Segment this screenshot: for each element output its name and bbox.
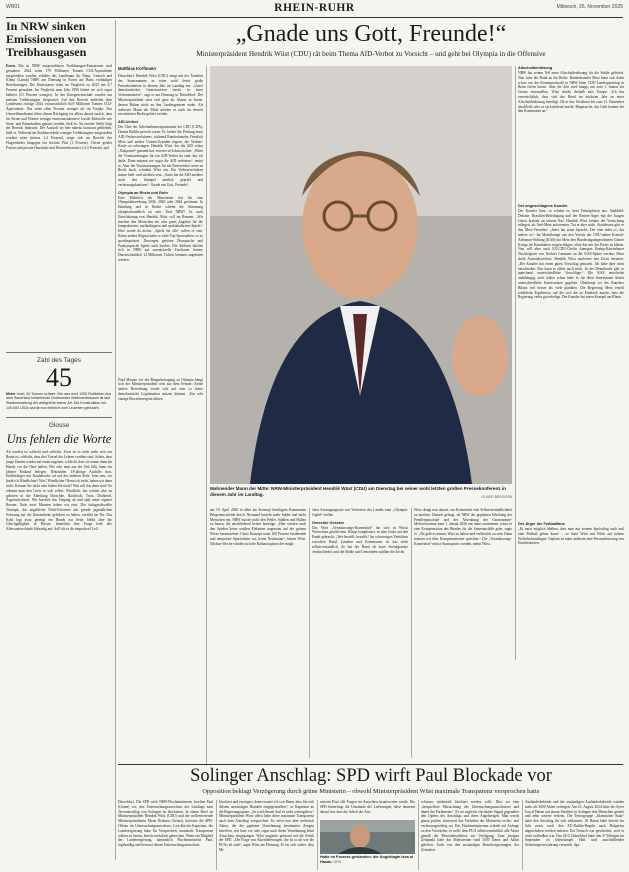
glosse-title: Uns fehlen die Worte [6, 432, 112, 447]
glosse-body: Alt werden ist schlecht und schlecht. Zwar ist es nicht mehr weit zur Rente ist, schlecht, dass drei Viertel des Lebens vorüber sind. Schön, dass junge Damen wieder auf einen zugehen, schlecht, dass sie einem dann ihr Handy vor die Nase halten. Wie sehr man aus der Zeit fällt, kann ein kleiner Einkauf belegen. Dekoladen. 18-jährige Aushilfe dort, Endfünfziger mit Kaufabsicht ruf auf der anderen Seite. Jetzt neu, wo finde ich Windlichter? Was? Windlichter! Kenn ich nicht, haben wir dann nicht. Kennen Sie nicht oder haben Sie nicht? Was soll das denn sein? So erkennt man den Greis in sich selbst: Windlicht, das scheint also zu gehören in die Abteilung Droschke, Backfisch, Trotz, Drahtesel, Augenwischerei. Wir brechen das Vergang ab und sind unser eigener Berater. Nach zwei Minuten haben wir eins. Der stolzgeschwellte Triumph, das angebliche Nicht-Existente mit gerade jugendlichen Schwung auf die Kassentheke gehoben zu haben, verebbt im Nu: Das Kind legt zwar geneigt ein Handy zur Seite, bleibt aber die Gleichgültigkeit in Person. Immerhin ihre Frage hebt alle Altersunterschiede blitzartig auf: Soll ich es dir einpacken? LeG [6, 450, 112, 532]
page-number: WR01 [6, 4, 20, 10]
zahl-text: Meter hoch, 40 Tonnen schwer: Der aus rund 1200 Rotfichten aus dem Sauerland bestehende Dortmunder Weihnachtsbaum ist laut Stadtverwaltung der weltgrößte seiner Art. Die Konstruktion mit 140.000 LEDs wurde nun feierlich zum Leuchten gebracht. [6, 391, 112, 410]
right-text-1: NRW hat seinen Teil einer Altschuldenlösung für die Städte geliefert. Nun wäre der Bund an der Reihe. Bundeskanzler Merz hatte sich dafür schon vor der Kommunalwahl in NRW beim CDU-Landesparteitag in Bonn feiern lassen. Aber die Zeit wird knapp, um zum 1. Januar ein Gesetz einzustellen. Wüst drückt deshalb aufs Tempo: „Ich bin zuversichtlich, dass sich der Bund im nächsten Jahr an einer Altschuldenlösung beteiligt. Ob er das Verfahren bis zum 31. Dezember abschließt oder es rückwirkend macht: Hauptsache, das Geld kommt bei den Kommunen an.“ [518, 71, 624, 114]
main-col1c-text: Eine Mehrheit der Münchener hat für eine Olympiabewerbung 2036, 2040 oder 2044 gestimmt. In Hamburg und in Berlin scheint die Stimmung olympiafreundlich zu sein. Und NRW? Ist nach Einschätzung von Hendrik Wüst voll im Rennen: „Wir machen den Menschen ein sehr gutes Angebot für die kompaktesten, nachhaltigsten und spektakulärsten Spiele.“ Elite werde da nichts. „Spiele für alle“ sollen es sein. Keine andere Region habe so viele Top-Sportstätten, so so sportbegeistert. Deswegen gehören Olympische und Paralympische Spiele auch hierher. Die Athleten dürften sich in NRW auf sensationelle Zuschauer freuen: Durchschnittlich 14 Millionen Tickets könnten angeboten werden. [118, 195, 203, 262]
bottom-col3 [320, 800, 415, 864]
left-column [6, 20, 112, 762]
main-col5-text: Wüst dringt nun darauf, aus Konnexität eine Selbstverständlichkeit zu machen. Danach gefragt, ob NRW der geplanten Erhöhung der Pendlerpauschale und der Absenkung der Gastronomie-Mehrwertsteuer zum 1. Januar 2026 nur dann zustimmen, wenn es eine Kompensation des Bundes für die Steuerausfälle gebe, sagte er: „Da geht es darum, Wort zu halten und verlässlich zu sein. Dann müssen wir über Kompensationen sprechen.“ Die „Veranlassungs-Konnexität“ müsse Staatspraxis werden, meint Wüst. [414, 508, 512, 546]
right-column [518, 66, 624, 589]
bottom-headline: Solinger Anschlag: SPD wirft Paul Blockade vor [190, 766, 552, 786]
bottom-col1: Düsseldorf. Die SPD wirft NRW-Fluchtministerin Josefine Paul (Grüne) vor, den Untersuchungsausschuss des Landtags zum Terroranschlag von Solingen zu blockieren. In einem Brief an Ministerpräsident Hendrik Wüst (CDU) und die stellvertretende Ministerpräsidentin Mona Neubaur (Grüne), kritisiert die SPD-Obfrau im Untersuchungsausschuss, Lisa-Kristin Kapteinat, die Landesregierung habe Ihr Versprechen, maximale Transparenz walten zu lassen, bereits mehrfach gebrochen. Wenn ein Mitglied der Landesregierung, namentlich Fluchtministerin Paul, regelmäßig und bewusst diesen Untersuchungsausschuss [118, 800, 213, 848]
subhead-fussball: Der Ärger der Fußballfans [518, 522, 565, 526]
date: Mittwoch, 26. November 2025 [556, 4, 623, 10]
main-photo-caption-box [210, 486, 512, 498]
person-photo-illustration [210, 66, 512, 484]
bottom-col5: Ausländerbehörde und der zuständigen Ausländerbehörde würden mehr als 3000 Akten vorliegen. Am 23. August 2024 hatte der Syrer Issa al Hasan auf einem Stadtfest in Solingen drei Menschen getötet und zehn weitere verletzt. Die Terrorgruppe „Islamischer Staat“ hatte den Anschlag für sich reklamiert. Al Hasan hätte bereits ein Jahr zuvor nach den EU-Dublin-Regeln nach Bulgarien abgeschoben werden müssen. Ein Versuch war gescheitert, weil er nicht auffindbar war. Das OLG Düsseldorf hatte den 27-Jährigen im September zu lebenslanger Haft und anschließender Sicherungsverwahrung verurteilt. dpa [525, 800, 624, 848]
defendant-photo-illustration [320, 820, 415, 854]
bottom-col3-text: nisterin Paul alle Fragen im Ausschuss beantworten werde. Die SPD hinterfragt die Umstände der Lieferungen, diese deuteten darauf hin, dass die Arbeit des Aus- [320, 800, 415, 814]
main-col4 [312, 508, 408, 596]
left-story-body: Essen. Die in NRW ausgestoßenen Treibhausgas-Emissionen sind gesunken. 2024 seien 179 Millionen Tonnen CO2-Äquivalente ausgestoßen worden, erklärte das Landesamt für Natur, Umwelt und Klima (Lanuk) NRW am Dienstag in Essen auf Basis vorläufiger Berechnungen. Die Emissionen seien im Vergleich zu 2023 um 4,7 Prozent gesunken. Im Vergleich zum Jahr 1990 hätten sie sich sogar halbiert (51 Prozent weniger). In der Energiewirtschaft wurden am meisten Treibhausgase freigesetzt: Auf den Bereich entfielen dem Landesamt zufolge 2024 voraussichtlich 64,9 Millionen Tonnen CO2-Äquivalente. Das seien zehn Prozent weniger als im Vorjahr. Das Umweltbundesamt führe diesen Rückgang vor allem darauf zurück, dass für Strom und Wärme weniger emissionsintensive fossile Rohstoffe wie Stein- und Braunkohlen genutzt werden, hieß es. An zweiter Stelle folgt der Bereich Industrie. Der Ausstoß sei hier nahezu konstant geblieben, hieß es. Während im Straßenverkehr weniger Treibhausgase ausgestoßen worden seien (minus 1,4 Prozent), zeige sich im Bereich des Flugverkehrs hingegen ein leichtes Plus (1 Prozent). Vierter größer Posten sind private Haushalte und Kleinverbraucher (-2,3 Prozent). epd [6, 64, 112, 150]
main-col-1 [118, 66, 203, 448]
main-headline: „Gnade uns Gott, Freunde!“ [235, 21, 507, 47]
bottom-subheadline: Opposition beklagt Verzögerung durch grüne Ministerin – obwohl Ministerpräsident Wüst maximale Transparenz versprochen hatte [202, 788, 540, 795]
subhead-gesetze: Gerechte Gesetze [312, 520, 345, 525]
bottom-col2: blockiert und verzögert, dann erwarte ich von Ihnen, dass Sie sich diesem unwürdigen Handeln entgegenstellen“, so Kapteinat an die Regierungsspitze. „So wird derzeit darf es nicht weitergehen.“ Ministerpräsident Wüst selbst habe diese maximale Transparenz nach dem Anschlag versprochen. So seien nun aber mehrfach Akten, die die geplante Vernehmung bestimmter Zeugen betreffen, erst kurz vor oder sogar nach deren Vernehmung beim Ausschuss eingegangen. Wüst reagierte gelassen auf die Kritik der SPD. „Die Frage von Aktenlieferungen, die ist so alt wie die PUAs alt sind“, sagte Wüst am Dienstag. Er sei sich sicher, dass Mi- [219, 800, 314, 852]
subhead-kanzler: Der angeschlagene Kanzler [518, 204, 568, 208]
main-col3-text: am 19. April 2026 in allen am Konzept beteiligten Kommunen Bürgerentscheide durch. Niemand bezieht mehr Städte und mehr Menschen ein. NRW mache nicht den Fehler, Städten und Hallen zu bauen, die anschließend keiner benötige. „Hier werden nach den Spielen keine weißen Elefanten ungenutzt auf der grünen Wiese herumstehen. Unser Konzept nutzt 100 Prozent bestehende und temporäre Sportstätten vor, keine Neubauten“, betont Wüst. Nächste Woche würden sich die Rathausspitzen der mögli- [210, 508, 306, 546]
main-photo [210, 66, 512, 484]
bottom-col4: schusses strukturell blockiert werden solle. Dies sei eine „beispiellose Missachtung des Untersuchungsausschusses und damit des Parlaments“. Es sei zugleich ein fatales Signal gegenüber den Opfern des Anschlags und ihren Angehörigen. Man werde genau prüfen, inwieweit das Verhalten der Ministerin rechts- und verfassungswidrig sei. Das Fluchtministerium schrieb auf Anfrage zu den Vorwürfen, es stelle dem PUA selbstverständlich alle Akten gemäß der Beweisbeschlüsse zur Verfügung. Zum jetzigen Zeitpunkt habe das Ministerium rund 3500 Daten und Akten geliefert. Auch von den zuständigen Bezirksregierungen, der Zentralen [421, 800, 519, 852]
left-story-headline: In NRW sinken Emissionen von Treibhausgasen [6, 19, 87, 59]
bottom-photo [320, 820, 415, 854]
main-subheadline: Ministerpräsident Hendrik Wüst (CDU) rät beim Thema AfD-Verbot zu Vorsicht – und geht bei Olympia in die Offensive [196, 50, 546, 58]
main-photo-caption: Mahnender Mann der Mitte: NRW-Ministerpräsident Hendrik Wüst (CDU) am Dienstag bei seiner wohl letzten großen Pressekonferenz in diesem Jahr im Landtag. [210, 486, 506, 497]
right-text-3: „Es muss möglich bleiben, dass man mit seinem Sprössling auch mal zum Fußball gehen kann“ – so hatte Wüst mit Blick auf höhere Sicherheitsauflagen. Geplant ist unter anderem eine Personalisierung von Eintrittskarten. [518, 527, 624, 546]
subhead-olympia: Olympia an Rhein und Ruhr [118, 190, 168, 195]
bottom-photo-caption: Hatte im Prozess gestanden: der Angeklagte Issa al Hasan. DPA [320, 855, 413, 864]
subhead-altschulden: Altschuldenlösung [518, 66, 553, 70]
main-col1-text: Düsseldorf. Hendrik Wüst (CDU) steigt mit der Tonalität des Staatsmannes in seine wohl letzte große Pressekonferenz in diesem Jahr im Landtag ein: „Unser demokratisches Gemeinwesen steckt in einer Vertrauenskrise“, sagt er am Dienstag in Düsseldorf. Der Ministerpräsident setzt sich gern als Akteur in Szene, dessen Bühne nicht an den Landesgrenzen endet. Als mehrerer Mann der Mitte möchte er auch im derzeit zerstrittenen Berlin gehört werden. [118, 74, 203, 117]
zahl-label: Zahl des Tages [37, 356, 81, 364]
glosse-label: Glosse [48, 422, 70, 430]
main-col1b-text: Der Chef der Arbeitnehmerorganisation der CDU (CDA), Dennis Radtke prescht voran: Er fordert die Prüfung eines AfD-Verbotsverfahrens, während Bundeskanzler Friedrich Merz und andere Unions-Granden zögern, die Verbots-Keule zu schwingen. Hendrik Wüst, der die AfD schon „Nazipartei“ genannt hat, verortet sich dazwischen: „Wenn die Voraussetzungen für ein AfD-Verbot da sind, bin ich dafür. Dann müssen wir sogar die AfD verbieten“, meint er. Aber die Voraussetzungen für ein Parteiverbot seien zu Recht hoch, schränkt Wüst ein. Ein Verbotsverfahren müsse hieb- und stichfest sein. „Sonst hat die AfD nachher noch den Stempel amtlich geprüft und verfassungskonform“. Gnade uns Gott, Freunde! [118, 125, 203, 187]
right-text-2: Der Kanzler lässt, so scheint es, kein Fettnäpfchen aus: Stadtbild-Debatte, Brasilien-Beleidigung und der Renten-Ärger mit der Jungen Union kratzen an seinem Ruf. Hendrik Wüst könnte der Versuchung erliegen, als Anti-Merz aufzutreten. Tut er aber nicht. Stattdessen gibt er den Merz-Versteher: „Jeder hat seine Sprache. Der eine redet so, der andere so.“ Im Machtkampf um den Vorsitz der CDU-nahen Konrad-Adenauer-Stiftung (KAS) hat Merz den Bundestagsabgeordneten Günter Krings als Kandidaten vorgeschlagen, ohne das mit der Partei zu klären. Nun will aber auch EX-CDU-Chefin Annegret Kramp-Karrenbauer Nachfolgerin von Norbert Lammert an der KAS-Spitze werden. Merz droht Autoritätsverlust. Hendrik Wüst moderiert den Zwist herunter: „Der Kanzler hat einen guten Vorschlag gemacht. Ich habe aber nicht entschieden. Das kann er allein auch nicht. In der Demokratie gibt es manchmal unterschiedliche Vorschläge.“ Die KAS entscheide unabhängig, auch früher schon habe es für diese Interessante Arbeit unterschiedliche Interessenten gegeben. Überhaupt sei des Kanzlers Bilanz viel besser als viele glaubten. Die Regierung Merz erzielt erhebliche Ergebnisse, auf die sich der zu Eindruck mache, dass die Regierung vieles gut erledige. Der Kanzler hat einen Kumpel am Rhein. [518, 209, 624, 300]
main-col4b-text: Das Wort „Veranlassungs-Konnexität“ hat sich in Wüsts Wortschatz geschlichen. Klingt kompliziert, ist aber leicht auf den Punkt gebracht: „Wer bestellt, bezahlt.“ Im schwierigen Verhältnis zwischen Bund, Ländern und Kommunen ist das nicht selbstverständlich. So hat der Bund oft teure Sozialgesetze verabschiedet, und die Städte und Gemeinden zahlten die Zeche. [312, 525, 408, 554]
author: Matthias Korfmann [118, 66, 156, 71]
main-col4-text: chen Austragungsorte mit Vertretern des Landes zum „Olympia-Gipfel“ treffen. [312, 508, 408, 517]
main-col2-text: Fünf Monate vor der Bürgerbefragung zu Olympia hängt sich der Ministerpräsident weit aus dem Fenster: Keine andere Bewerbung werde sich auf eine so breite demokratische Legitimation stützen können. „Ein sehr einzige Bewerberregion führen [118, 377, 203, 401]
dateline: Essen. [6, 64, 16, 68]
bottom-photo-credit: DPA [333, 859, 342, 864]
subhead-afd: AfD-Verbot [118, 120, 138, 125]
section-title: RHEIN-RUHR [274, 2, 355, 14]
zahl-number: 45 [46, 362, 72, 392]
main-photo-credit: OLIVER BERG/DPA [481, 495, 512, 499]
